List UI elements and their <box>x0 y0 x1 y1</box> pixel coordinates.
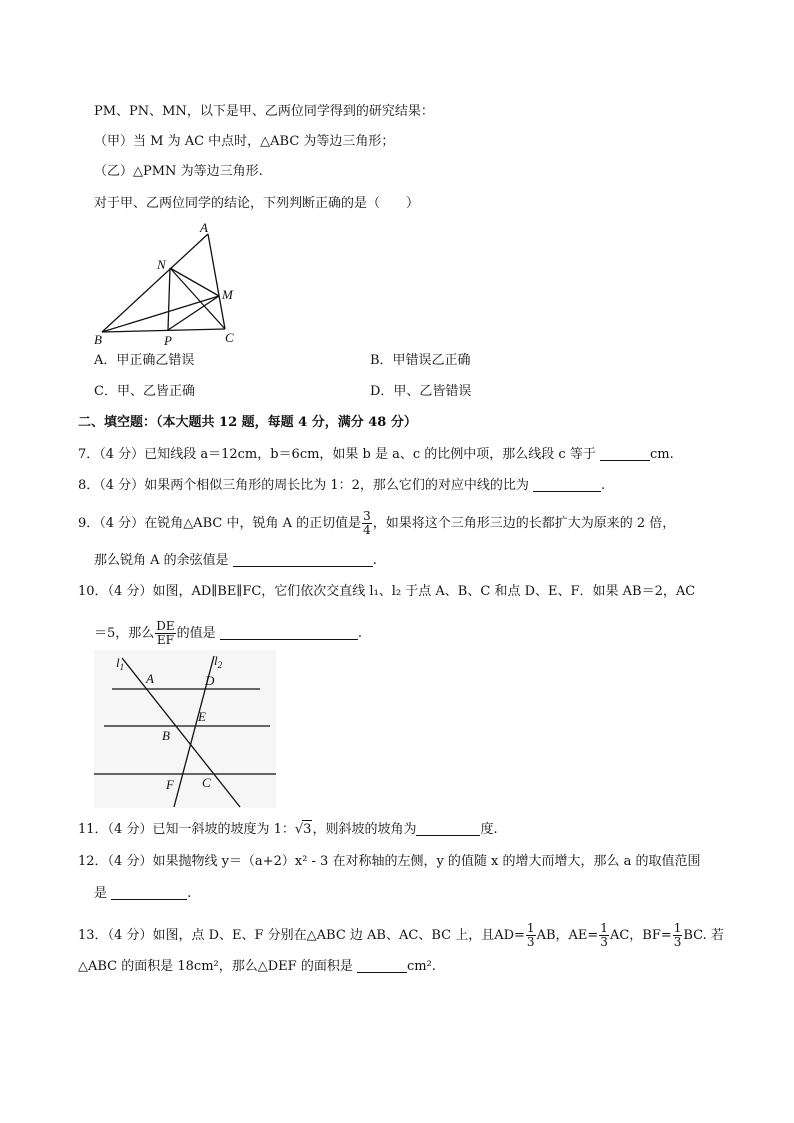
question-8 <box>78 477 605 495</box>
fraction-denominator: 3 <box>526 935 535 949</box>
triangle-figure <box>90 220 250 350</box>
option-c[interactable]: C．甲、乙皆正确 <box>94 384 195 399</box>
question-text-cont: ，则斜坡的坡角为 <box>312 822 417 837</box>
fraction-numerator: DE <box>156 619 175 633</box>
equation-ac: AC， <box>609 928 643 943</box>
label-b: B <box>162 728 170 743</box>
question-number: 13． <box>78 928 108 943</box>
question-score: （4 分） <box>107 928 153 943</box>
label-l: l <box>116 655 120 670</box>
fraction-numerator: 1 <box>600 921 608 935</box>
question-score: （4 分） <box>107 822 153 837</box>
option-a[interactable]: A．甲正确乙错误 <box>94 353 195 368</box>
question-text: 如图，AD∥BE∥FC，它们依次交直线 l₁、l₂ 于点 A、B、C 和点 D、E、F．如果 AB＝2，AC <box>152 584 696 599</box>
label-subscript: 2 <box>217 660 223 670</box>
equation-bf: BF= <box>642 928 672 943</box>
question-text: 如果抛物线 y＝（a+2）x² ‑ 3 在对称轴的左侧，y 的值随 x 的增大而增大，那么 a 的取值范围 <box>152 854 701 869</box>
label-n: N <box>157 257 166 272</box>
unit-text: 度. <box>480 822 498 837</box>
unit-text: cm². <box>406 959 436 974</box>
equation-bc: BC. 若 <box>683 928 724 943</box>
fraction-de-ef <box>155 620 175 647</box>
statement-jia: （甲）当 M 为 AC 中点时，△ABC 为等边三角形； <box>94 134 395 149</box>
fraction-denominator: EF <box>156 633 175 647</box>
answer-blank[interactable] <box>220 625 358 640</box>
intro-line: PM、PN、MN，以下是甲、乙两位同学得到的研究结果： <box>94 104 434 119</box>
period: . <box>372 553 377 568</box>
fraction-one-third <box>599 922 609 949</box>
sqrt-symbol: √ <box>294 822 304 837</box>
label-m: M <box>222 287 233 302</box>
label-c: C <box>202 775 211 790</box>
parallel-lines-figure <box>94 650 276 808</box>
option-b[interactable]: B．甲错误乙正确 <box>370 353 471 368</box>
sqrt-radicand: 3 <box>303 822 312 837</box>
question-number: 9． <box>78 516 100 531</box>
equation-ab: AB， <box>536 928 569 943</box>
question-9-line2 <box>94 552 377 570</box>
question-number: 10． <box>78 584 108 599</box>
question-text: 已知线段 a＝12cm，b＝6cm，如果 b 是 a、c 的比例中项，那么线段 c 等于 <box>144 447 596 462</box>
question-9 <box>78 510 675 537</box>
question-12-line2 <box>94 885 191 903</box>
answer-blank[interactable] <box>416 821 480 836</box>
question-text: 如图，点 D、E、F 分别在△ABC 边 AB、AC、BC 上，且 <box>152 928 495 943</box>
question-score: （4 分） <box>99 447 145 462</box>
question-score: （4 分） <box>107 584 153 599</box>
fraction-denominator: 3 <box>673 935 682 949</box>
question-text: 在锐角△ABC 中，锐角 A 的正切值是 <box>144 516 362 531</box>
fraction-numerator: 1 <box>673 921 682 935</box>
label-p: P <box>164 333 172 348</box>
question-text: 是 <box>94 886 108 901</box>
label-f: F <box>166 777 174 792</box>
question-text-cont: 的值是 <box>176 626 216 641</box>
answer-blank[interactable] <box>357 958 407 973</box>
label-b: B <box>94 332 102 347</box>
question-number: 11． <box>78 822 108 837</box>
answer-blank[interactable] <box>111 885 187 900</box>
question-number: 8． <box>78 478 100 493</box>
answer-blank[interactable] <box>233 552 373 567</box>
fraction-numerator: 1 <box>526 921 535 935</box>
question-stem: 对于甲、乙两位同学的结论，下列判断正确的是（ ） <box>94 196 420 211</box>
label-a: A <box>200 220 208 235</box>
question-score: （4 分） <box>99 516 145 531</box>
question-12 <box>78 853 701 871</box>
fraction-one-third <box>526 922 536 949</box>
option-d[interactable]: D．甲、乙皆错误 <box>370 384 472 399</box>
equation-ae: AE= <box>568 928 599 943</box>
question-score: （4 分） <box>99 478 145 493</box>
fraction-numerator: 3 <box>363 509 371 523</box>
question-10-line2 <box>94 620 362 647</box>
question-text-cont: ，如果将这个三角形三边的长都扩大为原来的 2 倍， <box>372 516 676 531</box>
section-title: 二、填空题：（本大题共 12 题，每题 4 分，满分 48 分） <box>78 415 417 430</box>
label-d: D <box>205 673 215 688</box>
fraction-one-third <box>673 922 683 949</box>
question-text: 如果两个相似三角形的周长比为 1：2，那么它们的对应中线的比为 <box>144 478 529 493</box>
question-11 <box>78 820 498 839</box>
question-text: △ABC 的面积是 18cm²，那么△DEF 的面积是 <box>78 959 353 974</box>
question-number: 12． <box>78 854 108 869</box>
unit-text: cm. <box>650 447 674 462</box>
answer-blank[interactable] <box>600 446 650 461</box>
fraction-tan <box>362 510 372 537</box>
question-text: 已知一斜坡的坡度为 1： <box>152 822 295 837</box>
label-a: A <box>146 671 154 686</box>
question-10 <box>78 583 695 601</box>
question-13-line2 <box>78 958 436 976</box>
question-7 <box>78 446 674 464</box>
question-score: （4 分） <box>107 854 153 869</box>
statement-yi: （乙）△PMN 为等边三角形. <box>94 164 263 179</box>
period: . <box>187 886 192 901</box>
label-e: E <box>198 709 206 724</box>
question-13 <box>78 922 724 949</box>
equation-ad: AD= <box>494 928 525 943</box>
label-subscript: 1 <box>119 662 125 672</box>
question-text: ＝5，那么 <box>94 626 155 641</box>
label-l: l <box>214 653 218 668</box>
question-text: 那么锐角 A 的余弦值是 <box>94 553 229 568</box>
question-number: 7． <box>78 447 100 462</box>
fraction-denominator: 3 <box>600 935 608 949</box>
fraction-denominator: 4 <box>363 523 371 537</box>
period: . <box>601 478 606 493</box>
answer-blank[interactable] <box>533 477 601 492</box>
label-c: C <box>225 330 234 345</box>
period: . <box>357 626 362 641</box>
